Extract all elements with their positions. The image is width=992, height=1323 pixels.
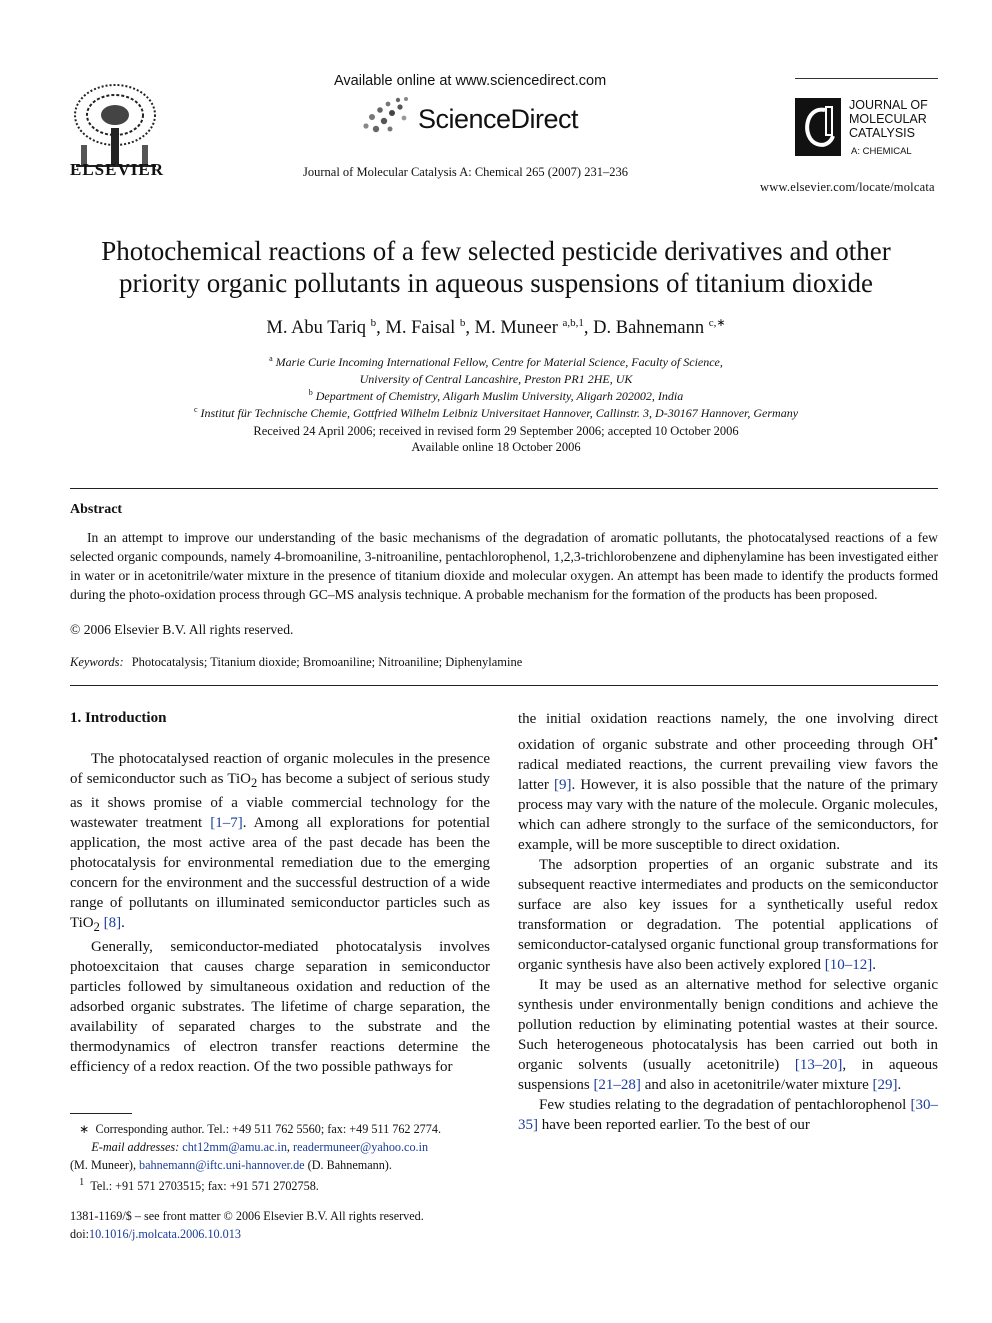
email-link[interactable]: bahnemann@iftc.uni-hannover.de [139, 1158, 305, 1172]
affiliation-text: Institut für Technische Chemie, Gottfried Wilhelm Leibniz Universitaet Hannover, Callinstr. 3, D-30167 Hannover, Germany [200, 406, 799, 420]
paragraph: The adsorption properties of an organic substrate and its subsequent reactive intermediates and products on the semiconductor surface are also key issues for a synthetically useful redox transformation or degradation. The potential applications of semiconductor-catalysed organic functional group transformations for organic synthesis have also been actively explored [10–12]. [518, 857, 938, 973]
left-column [70, 749, 490, 1077]
journal-logo-icon [795, 98, 841, 156]
footnote-text: (D. Bahnemann). [307, 1158, 392, 1172]
sciencedirect-logo-text: ScienceDirect [418, 104, 579, 134]
right-column [518, 709, 938, 1135]
publisher-name: ELSEVIER [70, 160, 164, 179]
available-online-text: Available online at www.sciencedirect.com [334, 73, 607, 89]
footnote-rule [70, 1113, 132, 1114]
footnote-text: (M. Muneer), [70, 1158, 136, 1172]
author-affiliation-mark[interactable]: b [459, 317, 466, 329]
paragraph: It may be used as an alternative method for selective organic synthesis under environmentally benign conditions and achieve the pollution reduction by eliminating potential wastes at their source. Such heterogeneous photocatalysis has been carried out both in organic solvents (usually acetonitrile) [13–20], in aqueous suspensions [21–28] and also in acetonitrile/water mixture [29]. [518, 977, 938, 1093]
keywords-label: Keywords: [70, 655, 124, 669]
text-run: . Among all explorations for potential application, the most active area of the past decade has been the photocatalysis for environmental remediation due to the emerging concern for the environment and the successful destruction of a wide range of pollutants on illuminated semiconductor particles such as TiO [70, 815, 490, 931]
article-title [60, 235, 932, 299]
affiliation-mark: a [269, 354, 273, 363]
author-name: M. Faisal [385, 318, 456, 339]
journal-logo-line: JOURNAL OF [849, 98, 928, 112]
abstract-body: In an attempt to improve our understanding of the basic mechanisms of the degradation of aromatic pollutants, the photocatalysed reactions of a few selected organic compounds, namely 4-bromoaniline, 3-nitroaniline, pentachlorophenol, 1,2,3-trichlorobenzene and diphenylamine has been investigated either in water or in acetonitrile/water mixture in the presence of titanium dioxide and molecular oxygen. An attempt has been made to identify the products formed during the photo-oxidation process through GC–MS analysis technique. A probable mechanism for the formation of the products has been proposed. [70, 530, 938, 602]
author-name: M. Abu Tariq [266, 318, 366, 339]
email-link[interactable]: cht12mm@amu.ac.in [182, 1140, 287, 1154]
abstract-top-rule [70, 488, 938, 489]
subscript: 2 [93, 920, 100, 934]
journal-logo-line: MOLECULAR [849, 112, 927, 126]
citation-link[interactable]: [8] [103, 915, 122, 931]
affiliation-mark: c [193, 405, 198, 414]
keywords [70, 655, 522, 670]
footnote-mark: ∗ [79, 1122, 90, 1136]
author-name: M. Muneer [474, 318, 558, 339]
subscript: 2 [251, 776, 258, 790]
footnote-corresponding: ∗ Corresponding author. Tel.: +49 511 762 5560; fax: +49 511 762 2774. E-mail addresses: cht12mm@amu.ac.in, readermuneer@yahoo.co.in (M. Muneer), bahnemann@iftc.uni-hannover.de (D. Bahnemann). $^1$ Tel.: +91 571 2703515; fax: +91 571 2702758. [70, 1122, 441, 1194]
citation-link[interactable]: [1–7] [210, 815, 243, 831]
affiliation-text: Department of Chemistry, Aligarh Muslim University, Aligarh 202002, India [315, 389, 684, 403]
affiliation-mark: b [308, 388, 313, 397]
citation-link[interactable]: [29] [872, 1077, 898, 1093]
header-divider [795, 78, 938, 79]
author-list: M. Abu Tariq $^b$, M. Faisal $^b$, M. Muneer $^{a,b,1}$, D. Bahnemann $^{c,∗}$ [266, 317, 726, 339]
paragraph [518, 709, 938, 855]
journal-logo-subtitle: A: CHEMICAL [851, 146, 912, 157]
citation-link[interactable]: [21–28] [593, 1077, 641, 1093]
section-heading: 1. Introduction [70, 710, 167, 726]
text-run: , in aqueous suspensions [518, 1057, 938, 1093]
text-run: and also in acetonitrile/water mixture [640, 1077, 873, 1093]
citation-link[interactable]: [10–12] [824, 957, 873, 973]
front-matter [70, 1207, 424, 1243]
text-run: It may be used as an alternative method for selective organic synthesis under environmentally benign conditions and achieve the pollution reduction by eliminating potential wastes at their source. Such heterogeneous photocatalysis has been carried out both in organic solvents (usually acetonitrile) [518, 977, 938, 1073]
author-affiliation-mark[interactable]: c,∗ [708, 317, 726, 329]
abstract-copyright: © 2006 Elsevier B.V. All rights reserved. [70, 622, 294, 637]
journal-citation: Journal of Molecular Catalysis A: Chemical 265 (2007) 231–236 [303, 165, 628, 179]
received-dates: Received 24 April 2006; received in revised form 29 September 2006; accepted 10 October 2006 [253, 424, 739, 438]
text-run: Few studies relating to the degradation of pentachlorophenol [539, 1097, 911, 1113]
sciencedirect-dots-icon [360, 96, 420, 136]
text-run: radical mediated reactions, the current prevailing view favors the latter [518, 757, 938, 793]
affiliation-text: University of Central Lancashire, Preston PR1 2HE, UK [359, 372, 633, 386]
citation-link[interactable]: [9] [553, 777, 572, 793]
email-link[interactable]: readermuneer@yahoo.co.in [293, 1140, 429, 1154]
journal-logo-title [849, 98, 928, 140]
footnote-mark: 1 [79, 1177, 85, 1188]
citation-link[interactable]: [30–35] [518, 1097, 938, 1133]
title-line: priority organic pollutants in aqueous suspensions of titanium dioxide [119, 268, 873, 298]
abstract-heading: Abstract [70, 502, 123, 517]
title-line: Photochemical reactions of a few selected pesticide derivatives and other [101, 236, 891, 266]
issn-text: 1381-1169/$ – see front matter © 2006 Elsevier B.V. All rights reserved. [70, 1209, 424, 1223]
journal-url-link[interactable]: www.elsevier.com/locate/molcata [760, 180, 935, 194]
doi-link[interactable]: 10.1016/j.molcata.2006.10.013 [88, 1227, 241, 1241]
keywords-list: Photocatalysis; Titanium dioxide; Bromoaniline; Nitroaniline; Diphenylamine [131, 655, 523, 669]
affiliation-c [0, 401, 992, 422]
author-affiliation-mark[interactable]: a,b,1 [562, 317, 584, 329]
text-run: have been reported earlier. To the best of our [538, 1117, 810, 1133]
author-name: D. Bahnemann [593, 318, 705, 339]
journal-logo-line: CATALYSIS [849, 126, 915, 140]
affiliation-a [0, 350, 992, 388]
available-date: Available online 18 October 2006 [411, 440, 581, 454]
author-affiliation-mark[interactable]: b [370, 317, 377, 329]
citation-link[interactable]: [13–20] [794, 1057, 843, 1073]
abstract-bottom-rule [70, 685, 938, 686]
doi-label: doi: [70, 1227, 89, 1241]
text-run: The adsorption properties of an organic substrate and its subsequent reactive intermediates and products on the semiconductor surface are also key issues for a synthetically useful redox transformation or degradation. The potential applications of semiconductor-catalysed organic functional group transformations for organic synthesis have also been actively explored [518, 857, 938, 973]
footnote-text: Tel.: +91 571 2703515; fax: +91 571 2702758. [90, 1179, 319, 1194]
email-label: E-mail addresses: [91, 1140, 180, 1154]
paragraph: Generally, semiconductor-mediated photocatalysis involves photoexcitaion that causes charge separation in semiconductor particles followed by simultaneous oxidation and reduction of the adsorbed organic substrates. The lifetime of charge separation, the availability of separated charges to the substrate and the thermodynamics of electron transfer reactions determine the efficiency of a redox reaction. Of the two possible pathways for [70, 939, 490, 1075]
paragraph [518, 1095, 938, 1135]
text-run: . However, it is also possible that the nature of the primary process may vary with the nature of the molecule. Organic molecules, which can adhere strongly to the surface of the semiconductors, for example, will be more susceptible to direct oxidation. [518, 777, 938, 853]
text-run: The photocatalysed reaction of organic molecules in the presence of semiconductor such as TiO [70, 751, 490, 787]
footnote-text: Corresponding author. Tel.: +49 511 762 5560; fax: +49 511 762 2774. [95, 1122, 441, 1136]
text-run: the initial oxidation reactions namely, the one involving direct oxidation of organic substrate and other proceeding through OH [518, 711, 938, 753]
radical-superscript: • [933, 732, 938, 746]
paragraph: The photocatalysed reaction of organic molecules in the presence of semiconductor such as TiO$_2$ has become a subject of serious study as it shows promise of a viable commercial technology for the wastewater treatment [1–7]. Among all explorations for potential application, the most active area of the past decade has been the photocatalysis for environmental remediation due to the emerging concern for the environment and the successful destruction of a wide range of pollutants on illuminated semiconductor particles such as TiO$_2$ [8]. [70, 751, 490, 934]
affiliation-text: Marie Curie Incoming International Fellow, Centre for Material Science, Faculty of Science, [275, 355, 723, 369]
text-run: has become a subject of serious study as it shows promise of a viable commercial technology for the wastewater treatment [70, 771, 490, 831]
